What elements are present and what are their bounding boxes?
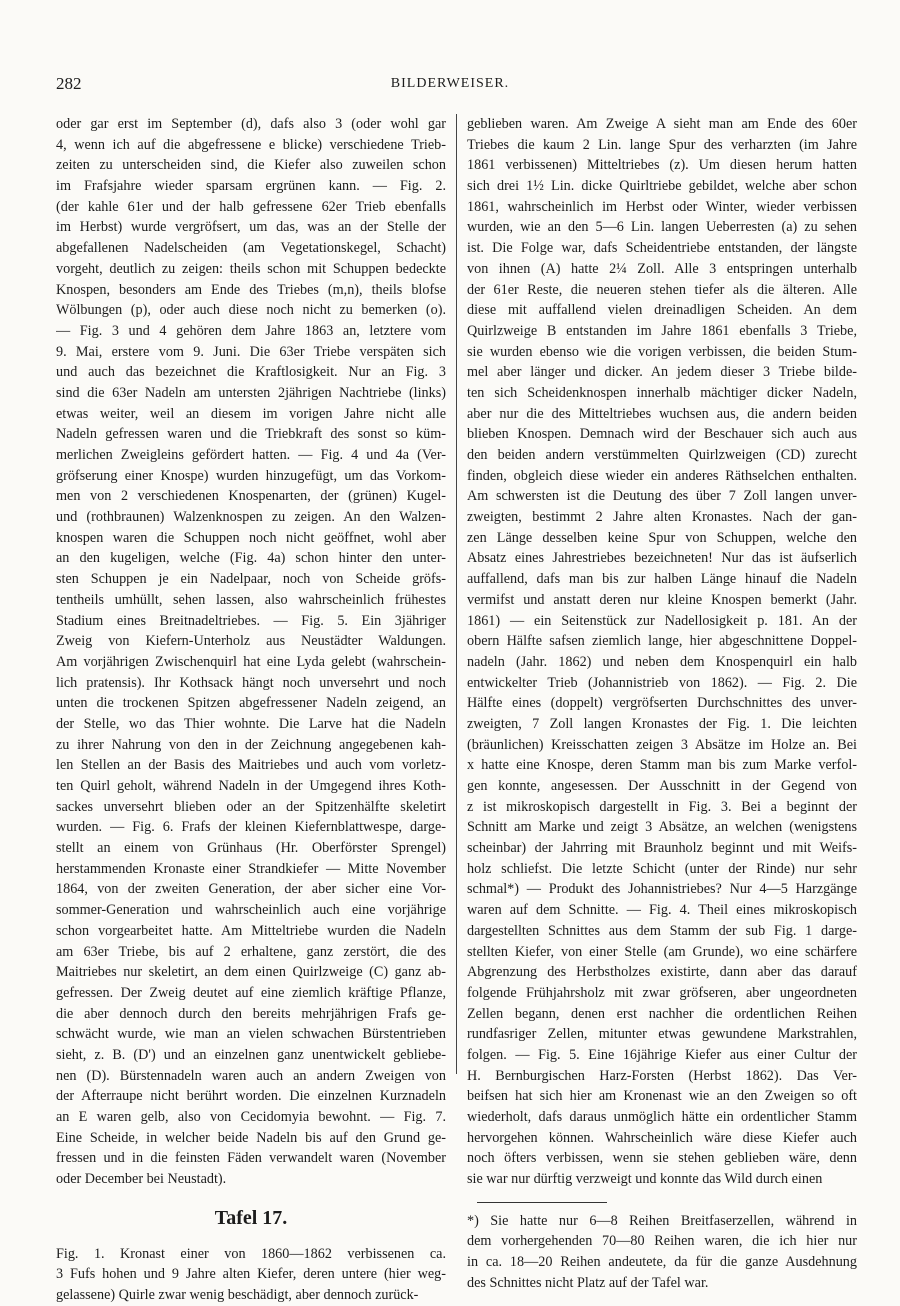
text-line: gefressen. Der Zweig deutet auf eine ziemlich kräftige Pflanze, <box>56 984 446 1001</box>
text-line: Quirlzweige B entstanden im Jahre 1861 ebenfalls 3 Triebe, <box>467 322 857 339</box>
running-head: BILDERWEISER. <box>390 76 510 91</box>
column-divider <box>456 114 457 1074</box>
text-line: wurden, wie an den 5—6 Lin. langen Ueberresten (a) zu sehen <box>467 219 857 236</box>
text-line: der Stelle, wo das Thier wohnte. Die Larve hat die Nadeln <box>56 715 446 732</box>
text-line: gen konnte, angesessen. Der Ausschnitt in der Gegend von <box>467 778 857 794</box>
text-line: — Fig. 3 und 4 gehören dem Jahre 1863 an, letztere vom <box>56 322 446 339</box>
text-line: fressen und in die feinsten Fäden verwandelt waren (November <box>56 1150 446 1167</box>
text-line: Eine Scheide, in welcher beide Nadeln bis auf den Grund ge- <box>56 1129 446 1146</box>
text-line: blieben Knospen. Demnach wird der Beschauer sich auch aus <box>467 426 857 443</box>
text-line: Abgrenzung des Herbstholzes existirte, dann aber das darauf <box>467 964 857 981</box>
text-line: auffallend, dafs man bis zur halben Länge hinauf die Nadeln <box>467 571 857 588</box>
text-line: 9. Mai, erstere vom 9. Juni. Die 63er Triebe verspäten sich <box>56 343 446 360</box>
text-line: scheinbar) der Jahrring mit Braunholz beginnt und mit Weifs- <box>467 840 857 857</box>
text-line: im Herbst) wurde vergröfsert, um das, was an der Stelle der <box>56 219 446 236</box>
text-line: *) Sie hatte nur 6—8 Reihen Breitfaserzellen, während in <box>467 1212 857 1229</box>
text-line: abgefallenen Nadelscheiden (am Vegetationskegel, Schacht) <box>56 240 446 257</box>
page-number: 282 <box>56 74 82 93</box>
text-line: Wölbungen (p), oder auch diese noch nicht zu bemerken (o). <box>56 302 446 319</box>
footnote <box>467 1211 857 1294</box>
text-line: unten die trockenen Spitzen abgefressener Nadeln zeigend, an <box>56 695 446 712</box>
text-line: Fig. 1. Kronast einer von 1860—1862 verbissenen ca. <box>56 1245 446 1262</box>
text-line: und auch das bezeichnet die Kraftlosigkeit. Nur an Fig. 3 <box>56 364 446 381</box>
text-line: 3 Fufs hohen und 9 Jahre alten Kiefer, deren untere (hier weg- <box>56 1266 446 1283</box>
text-line: Am vorjährigen Zwischenquirl hat eine Lyda gelebt (wahrschein- <box>56 653 446 670</box>
text-line: 1861 verbissenen) Mitteltriebes (z). Um diesen herum hatten <box>467 157 857 174</box>
text-line: sie war nur dürftig verzweigt und konnte das Wild durch einen <box>467 1171 823 1188</box>
text-line: die aber dennoch durch den bereits mehrjährigen Frafs ge- <box>56 1005 446 1022</box>
text-line: der 61er Reste, die neueren stehen tiefer als die älteren. Alle <box>467 281 857 298</box>
text-line: Schnitt am Marke und zeigt 3 Absätze, an welchen (wenigstens <box>467 819 857 836</box>
text-line: an E waren gelb, also von Cecidomyia bewohnt. — Fig. 7. <box>56 1109 446 1125</box>
text-line: mel aber länger und dicker. An jedem dieser 3 Triebe bilde- <box>467 364 857 381</box>
text-line: oder December bei Neustadt). <box>56 1171 227 1188</box>
text-line: nadeln (Jahr. 1862) und neben dem Knospenquirl ein halb <box>467 653 857 670</box>
text-line: obern Hälfte safsen ziemlich lange, hier abgeschnittene Doppel- <box>467 633 857 650</box>
text-line: schon vorgearbeitet hatte. Am Mitteltriebe wurden die Nadeln <box>56 922 446 939</box>
text-line: an den kugeligen, welche (Fig. 4a) schon hinter den unter- <box>56 550 446 567</box>
text-line: beifsen hat sich hier am Kronenast wie an den Zweigen so oft <box>467 1088 857 1105</box>
text-line: 1861, wahrscheinlich im Herbst oder Winter, wieder verbissen <box>467 198 857 215</box>
text-line: Knospen, besonders am Ende des Triebes (m,n), theils blofse <box>56 281 446 298</box>
text-line: Hälfte eines (doppelt) vergröfserten Durchschnittes des unver- <box>467 695 857 712</box>
text-line: zu ihrer Nahrung von den in der Zeichnung angegebenen kah- <box>56 736 446 753</box>
text-line: nen (D). Bürstennadeln waren auch an andern Zweigen von <box>56 1067 446 1084</box>
text-line: Absatz eines Jahrestriebes bezeichneten! Nur das ist äufserlich <box>467 550 857 567</box>
text-line: in ca. 18—20 Reihen andeutete, da für die ganze Ausdehnung <box>467 1254 857 1271</box>
text-line: sieht, z. B. (D') und an einzelnen ganz unentwickelt gebliebe- <box>56 1046 446 1063</box>
text-line: geblieben waren. Am Zweige A sieht man am Ende des 60er <box>467 116 857 132</box>
text-line: schmal*) — Produkt des Johannistriebes? Nur 4—5 Harzgänge <box>467 881 857 898</box>
text-line: der Afterraupe nicht berührt worden. Die einzelnen Kurznadeln <box>56 1088 446 1105</box>
text-line: herstammenden Kronaste einer Strandkiefer — Mitte November <box>56 860 446 877</box>
text-line: schwächt wurde, wie man an vielen schwachen Bürstentrieben <box>56 1026 446 1043</box>
text-line: (der kahle 61er und der halb gefressene 62er Trieb ebenfalls <box>56 198 446 215</box>
text-line: knospen waren die Schuppen noch nicht geöffnet, wohl aber <box>56 529 446 546</box>
text-line: 1861) — ein Seitenstück zur Nadellosigkeit p. 181. An der <box>467 612 857 629</box>
text-line: sind die 63er Nadeln am untersten 2jährigen Nachtriebe (links) <box>56 384 446 401</box>
text-line: stellt an einem von Grünhaus (Hr. Oberförster Sprengel) <box>56 840 446 857</box>
text-line: zen Länge desselben keine Spur von Schuppen, welche den <box>467 529 857 546</box>
text-line: gröfserung einer Knospe) wurden hinzugefügt, um das Vorkom- <box>56 467 446 484</box>
text-line: Stadium eines Breitnadeltriebes. — Fig. 5. Ein 3jähriger <box>56 612 446 629</box>
text-line: Am schwersten ist die Deutung des über 7 Zoll langen unver- <box>467 488 857 505</box>
text-line: zeiten zu unterscheiden sind, die Kiefer also zuweilen schon <box>56 157 446 174</box>
text-line: ten sich Scheidenknospen innerhalb mächtiger dicker Nadeln, <box>467 384 857 401</box>
text-line: holz schliefst. Die letzte Schicht (unter der Rinde) nur sehr <box>467 860 857 877</box>
text-line: finden, obgleich diese wieder ein anderes Räthselchen enthalten. <box>467 467 857 484</box>
text-line: zweigten, 7 Zoll langen Kronastes der Fig. 1. Die leichten <box>467 715 857 732</box>
text-line: merlichen Zweigleins gefördert hatten. — Fig. 4 und 4a (Ver- <box>56 447 446 463</box>
text-line: und (rothbraunen) Walzenknospen zu zeigen. An den Walzen- <box>56 509 446 526</box>
text-line: zweigten, bestimmt 2 Jahre alten Kronastes. Nach der gan- <box>467 509 857 526</box>
text-line: dargestellten Schnittes aus dem Stamm der sub Fig. 1 darge- <box>467 922 857 939</box>
tafel-body <box>56 1244 446 1306</box>
text-line: ist. Die Folge war, dafs Scheidentriebe entstanden, der längste <box>467 240 857 257</box>
text-line: Maitriebes nur skeletirt, an dem einen Quirlzweige (C) ganz ab- <box>56 964 446 981</box>
text-line: (bräunlichen) Kreisschatten zeigen 3 Absätze im Holze an. Bei <box>467 736 857 753</box>
left-column-body <box>56 114 446 1190</box>
text-line: Nadeln gefressen waren und die Triebkraft des sonst so küm- <box>56 426 446 443</box>
text-line: ten Quirl geholt, während Nadeln in der Umgegend ihres Koth- <box>56 778 446 794</box>
text-line: aber nur die des Mitteltriebes wuchsen aus, die andern beiden <box>467 405 857 422</box>
left-column <box>56 114 446 1306</box>
text-line: den beiden andern verstümmelten Quirlzweigen (CD) zurecht <box>467 447 857 463</box>
text-line: Triebes die kaum 2 Lin. lange Spur des verharzten (im Jahre <box>467 136 857 153</box>
right-column <box>467 114 857 1294</box>
text-line: sten Schuppen je ein Nadelpaar, noch von Scheide gröfs- <box>56 571 446 588</box>
text-line: H. Bernburgischen Harz-Forsten (Herbst 1862). Das Ver- <box>467 1067 857 1084</box>
text-line: etwas weiter, weil an diesem im vorigen Jahre nicht alle <box>56 405 446 422</box>
footnote-rule <box>477 1202 607 1203</box>
text-line: tentheils umhüllt, sehen lassen, also wahrscheinlich frühestes <box>56 591 446 608</box>
text-line: men von 2 verschiedenen Knospenarten, der (grünen) Kugel- <box>56 488 446 505</box>
text-line: hervorgehen können. Wahrscheinlich wäre diese Kiefer auch <box>467 1129 857 1146</box>
text-line: diese mit auffallend vielen dreinadligen Scheiden. An dem <box>467 302 857 319</box>
text-line: des Schnittes nicht Platz auf der Tafel war. <box>467 1274 709 1291</box>
text-line: folgende Frühjahrsholz mit zwar gröfseren, aber ungeordneten <box>467 984 857 1001</box>
text-line: vermifst und anstatt deren nur kleine Knospen bemerkt (Jahr. <box>467 591 857 608</box>
text-line: z ist mikroskopisch dargestellt in Fig. 3. Bei a beginnt der <box>467 798 857 815</box>
text-line: dem vorhergehenden 70—80 Reihen waren, die ich hier nur <box>467 1233 857 1250</box>
text-line: noch öfters verbissen, wenn sie stehen geblieben wäre, denn <box>467 1150 857 1167</box>
text-line: von ihnen (A) hatte 2¼ Zoll. Alle 3 entspringen unterhalb <box>467 260 857 277</box>
text-line: lich pratensis). Ihr Kothsack hängt noch unversehrt und noch <box>56 674 446 691</box>
text-line: stellten Kiefer, von einer Stelle (am Grunde), wo eine schärfere <box>467 943 857 960</box>
text-line: sackes unversehrt blieben oder an der Spitzenhälfte skeletirt <box>56 798 446 815</box>
text-line: vorgeht, deutlich zu zeigen: theils schon mit Schuppen bedeckte <box>56 260 446 277</box>
text-line: Zweig von Kiefern-Unterholz aus Neustädter Waldungen. <box>56 633 446 650</box>
text-line: wurden. — Fig. 6. Frafs der kleinen Kiefernblattwespe, darge- <box>56 819 446 836</box>
section-title: Tafel 17. <box>214 1206 288 1229</box>
text-line: rundfasriger Zellen, mitunter etwas gewundene Markstrahlen, <box>467 1026 857 1043</box>
text-line: im Frafsjahre wieder sparsam ergrünen kann. — Fig. 2. <box>56 178 446 195</box>
text-line: waren auf dem Schnitte. — Fig. 4. Theil eines mikroskopisch <box>467 902 857 919</box>
text-line: gelassene) Quirle zwar wenig beschädigt, aber dennoch zurück- <box>56 1287 419 1304</box>
right-column-body <box>467 114 857 1190</box>
text-line: sommer-Generation und wahrscheinlich auch eine vorjährige <box>56 902 446 919</box>
text-line: x hatte eine Knospe, deren Stamm man bis zum Marke verfol- <box>467 757 857 774</box>
text-line: oder gar erst im September (d), dafs also 3 (oder wohl gar <box>56 116 446 132</box>
text-line: 4, wenn ich auf die abgefressene e blicke) verschiedene Trieb- <box>56 136 446 153</box>
text-line: sie wurden ebenso wie die vorigen verbissen, die beiden Stum- <box>467 343 857 360</box>
text-line: sich drei 1½ Lin. dicke Quirltriebe gebildet, welche aber schon <box>467 178 857 195</box>
text-line: folgen. — Fig. 5. Eine 16jährige Kiefer aus einer Cultur der <box>467 1046 857 1063</box>
text-line: len Stellen an der Basis des Maitriebes und auch vom vorletz- <box>56 757 446 774</box>
text-line: wiederholt, dafs daraus unmöglich hätte ein ordentlicher Stamm <box>467 1109 857 1125</box>
text-line: entwickelter Trieb (Johannistrieb von 1862). — Fig. 2. Die <box>467 674 857 691</box>
text-line: 1864, von der zweiten Generation, der aber sicher eine Vor- <box>56 881 446 898</box>
text-line: am 63er Triebe, bis auf 2 erhaltene, ganz zerstört, die des <box>56 943 446 960</box>
text-line: Zellen begann, denen erst nachher die ordentlichen Reihen <box>467 1005 857 1022</box>
